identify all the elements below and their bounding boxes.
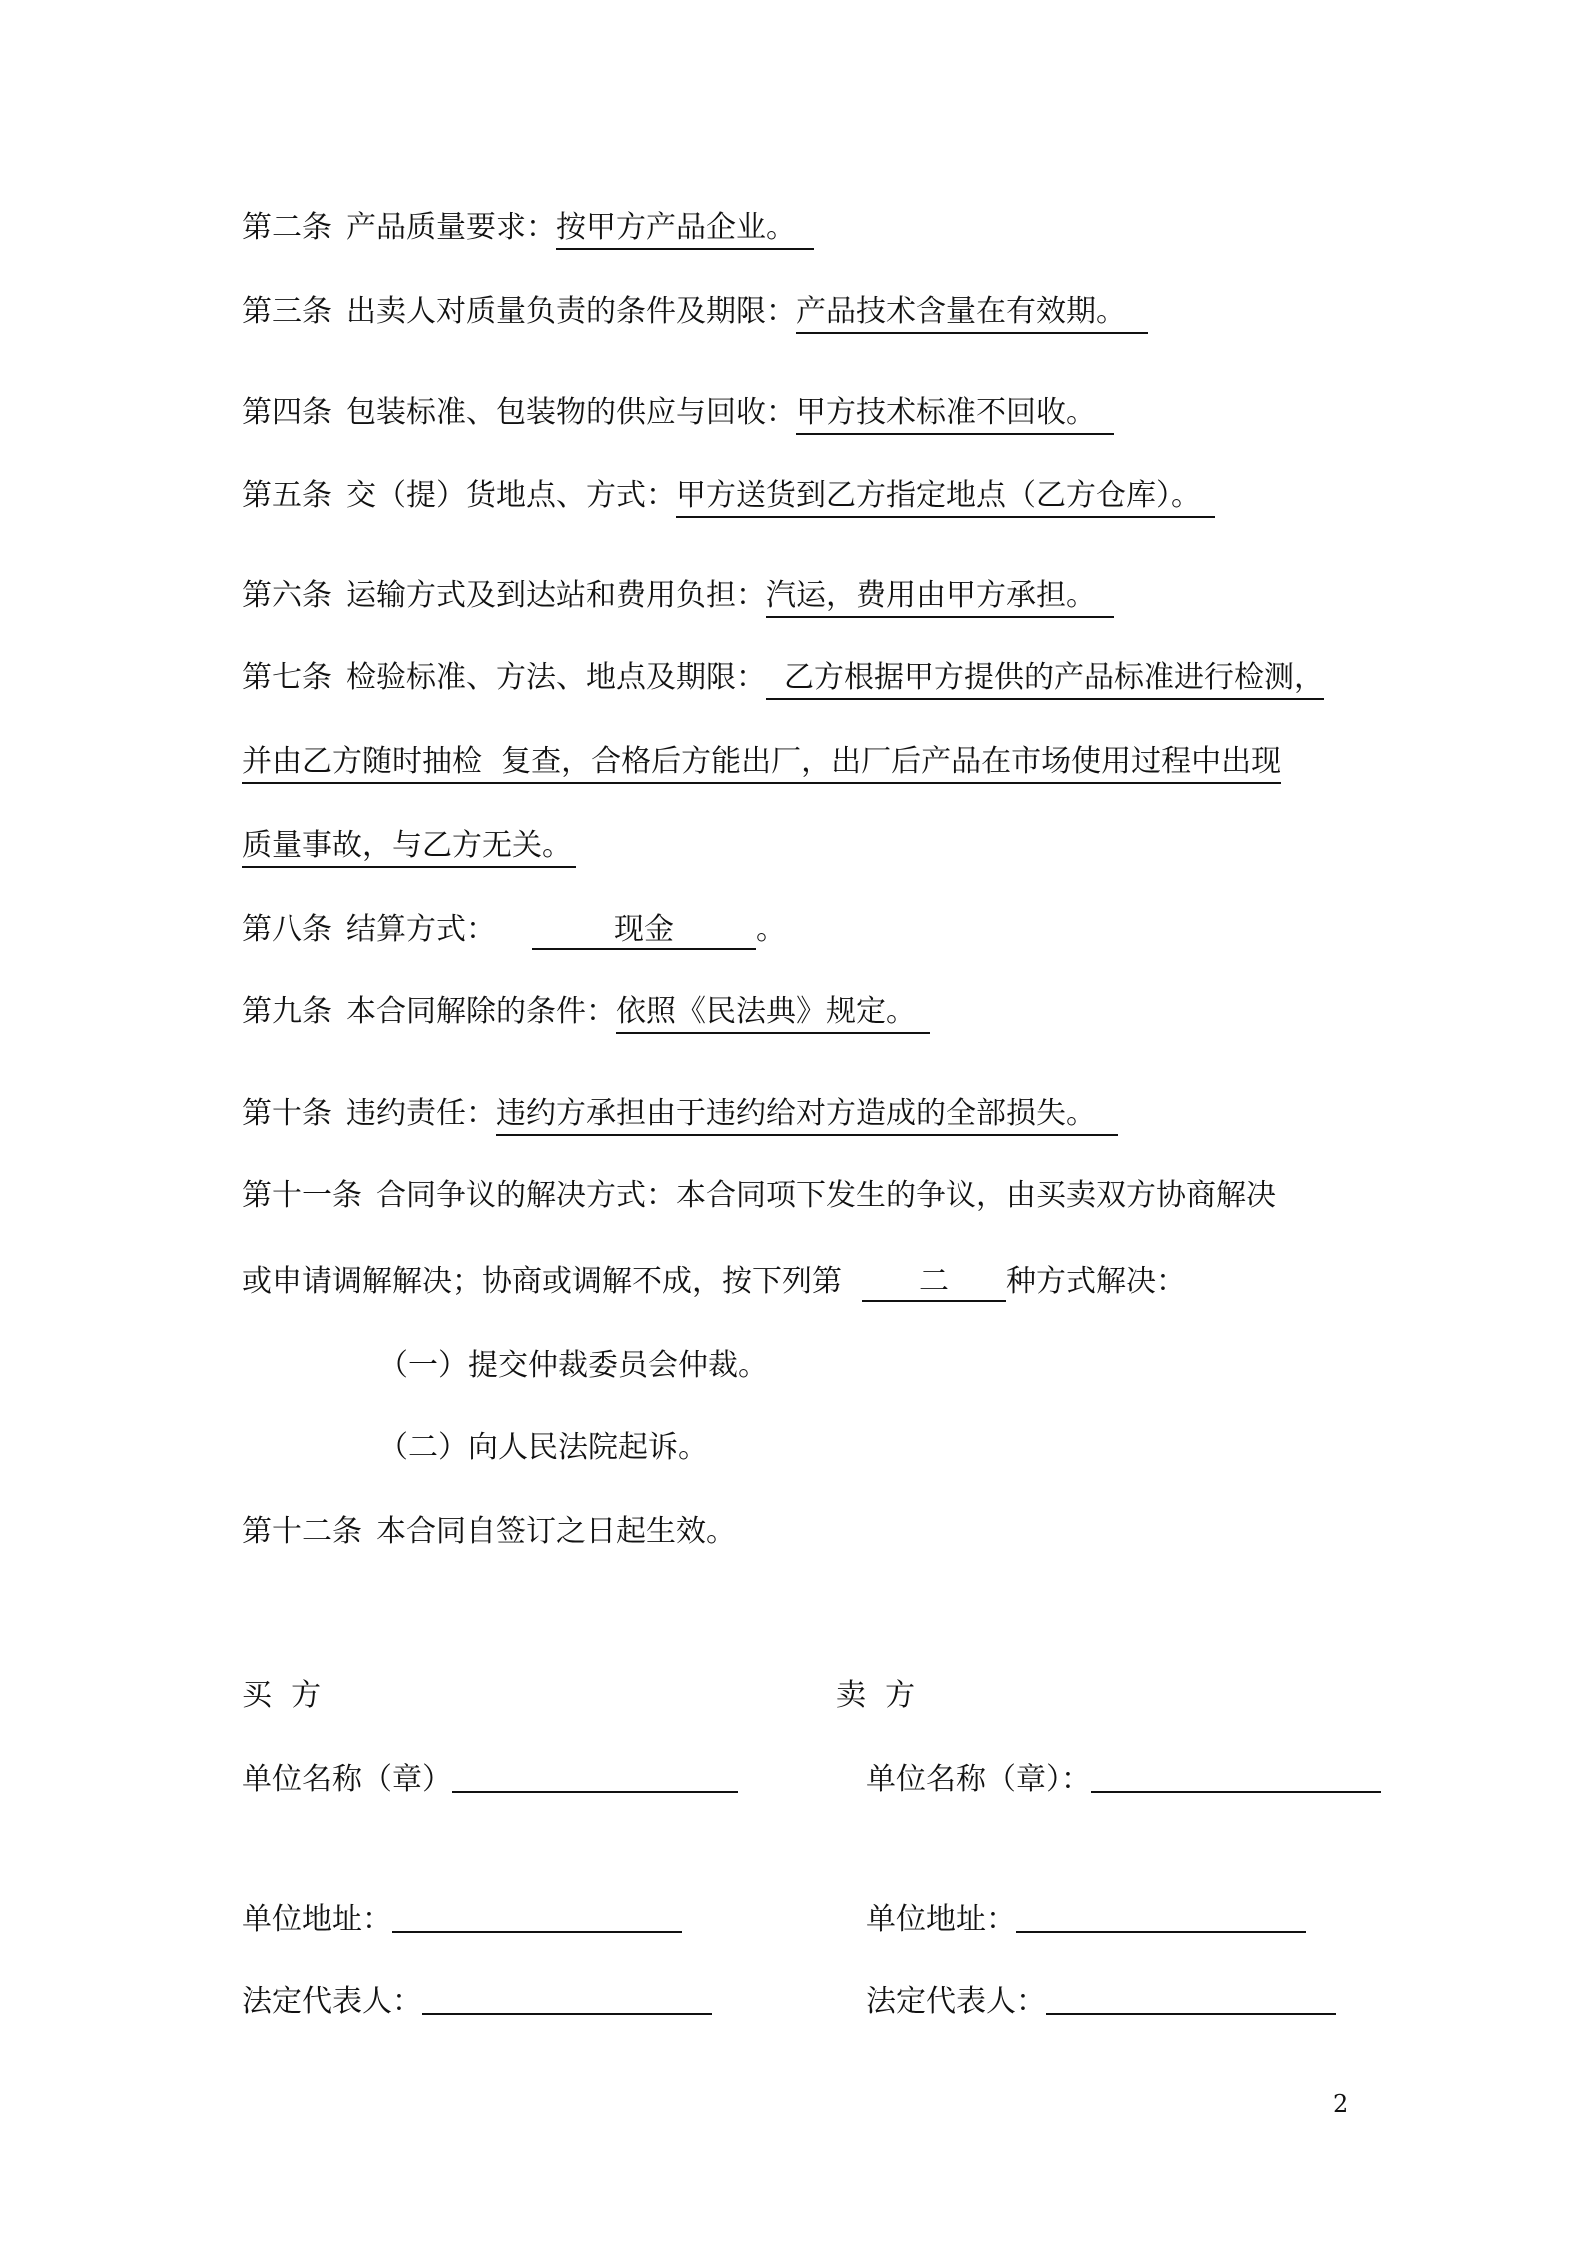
seller-address-label: 单位地址： [866,1902,1016,1937]
clause-value: 产品技术含量在有效期。 [796,294,1148,334]
clause-title: 检验标准、方法、地点及期限： [346,660,766,695]
clause-label: 第三条 [242,294,332,329]
clause-3 [242,292,1148,334]
buyer-heading: 买 方 [242,1678,322,1713]
clause-7-continued [242,742,1281,784]
clause-4 [242,393,1114,435]
clause-text: 本合同自签订之日起生效。 [376,1514,736,1549]
clause-text: 合同争议的解决方式：本合同项下发生的争议，由买卖双方协商解决 [376,1178,1276,1213]
buyer-address-row [242,1900,682,1940]
clause-value: 按甲方产品企业。 [556,210,814,250]
buyer-unit-name-label: 单位名称（章） [242,1762,452,1797]
buyer-address-blank [392,1901,682,1933]
seller-address-blank [1016,1901,1306,1933]
clause-value: 甲方送货到乙方指定地点（乙方仓库）。 [676,478,1215,518]
buyer-unit-name-blank [452,1761,738,1793]
buyer-address-label: 单位地址： [242,1902,392,1937]
clause-11-continued [242,1262,1186,1302]
clause-value-line3: 质量事故，与乙方无关。 [242,828,576,868]
clause-12 [242,1512,736,1552]
seller-legal-rep-label: 法定代表人： [866,1984,1046,2019]
buyer-legal-rep-row [242,1982,712,2022]
buyer-unit-name-row [242,1760,738,1800]
clause-title: 运输方式及到达站和费用负担： [346,578,766,613]
seller-legal-rep-row [866,1982,1336,2022]
clause-label: 第十二条 [242,1514,362,1549]
clause-8 [242,910,786,950]
clause-value-line1: 乙方根据甲方提供的产品标准进行检测， [766,660,1324,700]
clause-label: 第二条 [242,210,332,245]
clause-label: 第四条 [242,395,332,430]
clause-5 [242,476,1215,518]
clause-9 [242,992,930,1034]
clause-suffix: 。 [756,912,786,947]
clause-label: 第五条 [242,478,332,513]
seller-heading: 卖 方 [836,1678,916,1713]
option-text: （二）向人民法院起诉。 [378,1430,708,1465]
seller-unit-name-row [866,1760,1381,1800]
clause-label: 第七条 [242,660,332,695]
clause-title: 结算方式： [346,912,496,947]
page-number: 2 [1333,2090,1349,2118]
clause-6 [242,576,1114,618]
seller-legal-rep-blank [1046,1983,1336,2015]
dispute-choice-value: 二 [862,1264,1006,1302]
seller-unit-name-blank [1091,1761,1381,1793]
clause-label: 第六条 [242,578,332,613]
buyer-legal-rep-label: 法定代表人： [242,1984,422,2019]
clause-title: 包装标准、包装物的供应与回收： [346,395,796,430]
clause-value: 甲方技术标准不回收。 [796,395,1114,435]
seller-unit-name-label: 单位名称（章）： [866,1762,1091,1797]
clause-11 [242,1176,1276,1216]
clause-label: 第十条 [242,1096,332,1131]
clause-label: 第十一条 [242,1178,362,1213]
clause-title: 出卖人对质量负责的条件及期限： [346,294,796,329]
clause-7-continued-2 [242,826,576,868]
clause-value: 依照《民法典》规定。 [616,994,930,1034]
option-text: （一）提交仲裁委员会仲裁。 [378,1348,768,1383]
clause-title: 违约责任： [346,1096,496,1131]
clause-value: 现金 [532,912,756,950]
clause-value-line2: 并由乙方随时抽检 复查，合格后方能出厂，出厂后产品在市场使用过程中出现 [242,744,1281,784]
buyer-legal-rep-blank [422,1983,712,2015]
clause-label: 第九条 [242,994,332,1029]
dispute-option-1 [378,1346,768,1386]
clause-7 [242,658,1324,700]
clause-label: 第八条 [242,912,332,947]
clause-text-suffix: 种方式解决： [1006,1264,1186,1299]
clause-value: 汽运，费用由甲方承担。 [766,578,1114,618]
dispute-option-2 [378,1428,708,1468]
clause-2 [242,208,814,250]
clause-title: 产品质量要求： [346,210,556,245]
clause-text-prefix: 或申请调解解决；协商或调解不成，按下列第 [242,1264,842,1299]
clause-10 [242,1094,1118,1136]
seller-address-row [866,1900,1306,1940]
clause-title: 本合同解除的条件： [346,994,616,1029]
clause-value: 违约方承担由于违约给对方造成的全部损失。 [496,1096,1118,1136]
clause-title: 交（提）货地点、方式： [346,478,676,513]
